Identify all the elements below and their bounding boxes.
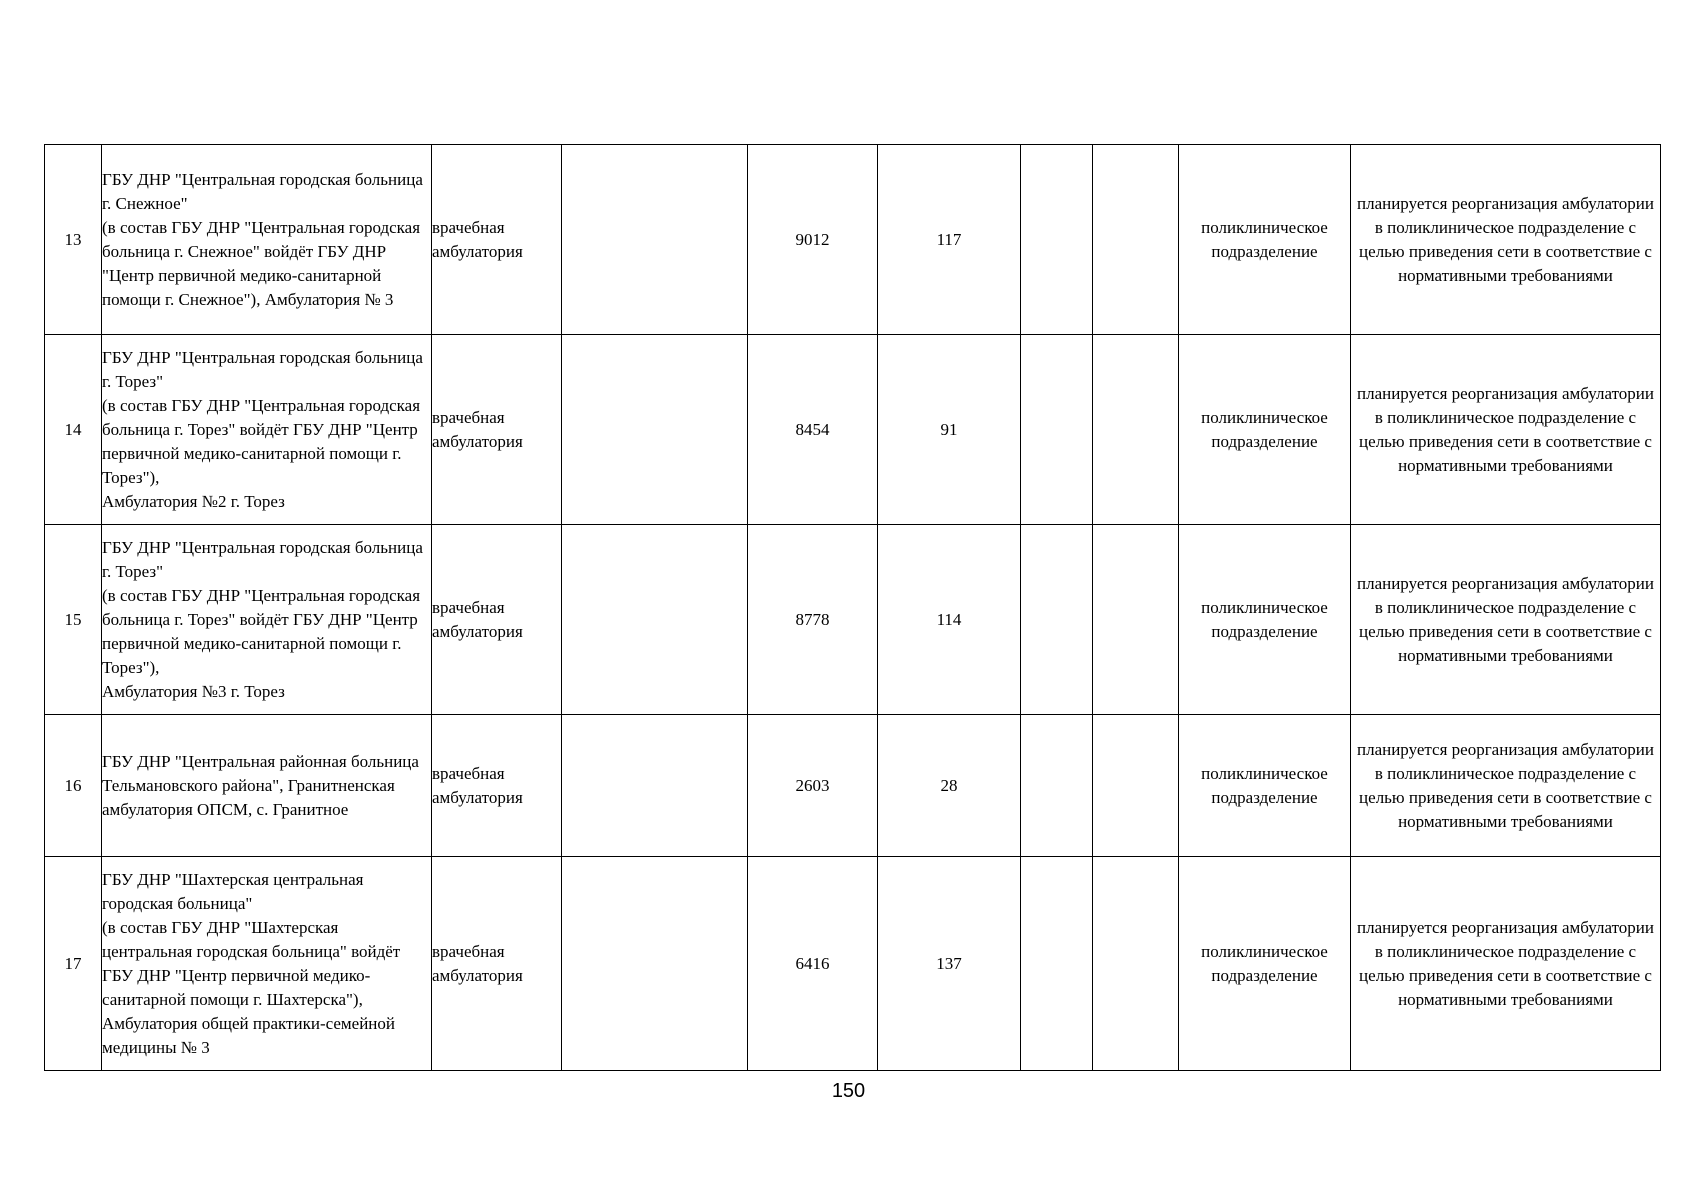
empty-cell — [1093, 715, 1179, 857]
facilities-table — [44, 144, 1661, 1071]
target-type: поликлиническое подразделение — [1179, 715, 1351, 857]
empty-cell — [562, 145, 748, 335]
empty-cell — [1093, 525, 1179, 715]
empty-cell — [1093, 145, 1179, 335]
empty-cell — [1093, 857, 1179, 1071]
empty-cell — [562, 857, 748, 1071]
value-cell: 8778 — [748, 525, 878, 715]
empty-cell — [562, 335, 748, 525]
empty-cell — [1021, 715, 1093, 857]
page-number: 150 — [831, 1080, 866, 1102]
target-type: поликлиническое подразделение — [1179, 145, 1351, 335]
value-cell: 137 — [878, 857, 1021, 1071]
organization-name: ГБУ ДНР "Центральная городская больница г. Снежное" (в состав ГБУ ДНР "Центральная городская больница г. Снежное" войдёт ГБУ ДНР "Центр первичной медико-санитарной помощи г. Снежное"), Амбулатория № 3 — [102, 145, 432, 335]
row-number: 17 — [45, 857, 102, 1071]
value-cell: 117 — [878, 145, 1021, 335]
target-type: поликлиническое подразделение — [1179, 525, 1351, 715]
organization-name: ГБУ ДНР "Центральная городская больница г. Торез" (в состав ГБУ ДНР "Центральная городская больница г. Торез" войдёт ГБУ ДНР "Центр первичной медико-санитарной помощи г. Торез"), Амбулатория №3 г. Торез — [102, 525, 432, 715]
empty-cell — [562, 525, 748, 715]
table-row — [45, 335, 1661, 525]
table-row — [45, 857, 1661, 1071]
organization-name: ГБУ ДНР "Шахтерская центральная городская больница" (в состав ГБУ ДНР "Шахтерская центральная городская больница" войдёт ГБУ ДНР "Центр первичной медико-санитарной помощи г. Шахтерска"), Амбулатория общей практики-семейной медицины № 3 — [102, 857, 432, 1071]
value-cell: 9012 — [748, 145, 878, 335]
note-cell: планируется реорганизация амбулатории в поликлиническое подразделение с целью приведения сети в соответствие с нормативными требованиями — [1351, 525, 1661, 715]
facility-type: врачебная амбулатория — [432, 145, 562, 335]
note-cell: планируется реорганизация амбулатории в поликлиническое подразделение с целью приведения сети в соответствие с нормативными требованиями — [1351, 145, 1661, 335]
target-type: поликлиническое подразделение — [1179, 335, 1351, 525]
row-number: 13 — [45, 145, 102, 335]
row-number: 14 — [45, 335, 102, 525]
table-row — [45, 525, 1661, 715]
facility-type: врачебная амбулатория — [432, 857, 562, 1071]
empty-cell — [1021, 857, 1093, 1071]
table-row — [45, 715, 1661, 857]
table-row — [45, 145, 1661, 335]
note-cell: планируется реорганизация амбулатории в поликлиническое подразделение с целью приведения сети в соответствие с нормативными требованиями — [1351, 857, 1661, 1071]
value-cell: 6416 — [748, 857, 878, 1071]
row-number: 15 — [45, 525, 102, 715]
organization-name: ГБУ ДНР "Центральная городская больница г. Торез" (в состав ГБУ ДНР "Центральная городская больница г. Торез" войдёт ГБУ ДНР "Центр первичной медико-санитарной помощи г. Торез"), Амбулатория №2 г. Торез — [102, 335, 432, 525]
target-type: поликлиническое подразделение — [1179, 857, 1351, 1071]
facility-type: врачебная амбулатория — [432, 335, 562, 525]
facility-type: врачебная амбулатория — [432, 525, 562, 715]
empty-cell — [1021, 145, 1093, 335]
empty-cell — [562, 715, 748, 857]
value-cell: 2603 — [748, 715, 878, 857]
empty-cell — [1021, 525, 1093, 715]
facility-type: врачебная амбулатория — [432, 715, 562, 857]
note-cell: планируется реорганизация амбулатории в поликлиническое подразделение с целью приведения сети в соответствие с нормативными требованиями — [1351, 335, 1661, 525]
value-cell: 114 — [878, 525, 1021, 715]
value-cell: 8454 — [748, 335, 878, 525]
empty-cell — [1093, 335, 1179, 525]
empty-cell — [1021, 335, 1093, 525]
value-cell: 91 — [878, 335, 1021, 525]
row-number: 16 — [45, 715, 102, 857]
organization-name: ГБУ ДНР "Центральная районная больница Тельмановского района", Гранитненская амбулатория ОПСМ, с. Гранитное — [102, 715, 432, 857]
value-cell: 28 — [878, 715, 1021, 857]
note-cell: планируется реорганизация амбулатории в поликлиническое подразделение с целью приведения сети в соответствие с нормативными требованиями — [1351, 715, 1661, 857]
